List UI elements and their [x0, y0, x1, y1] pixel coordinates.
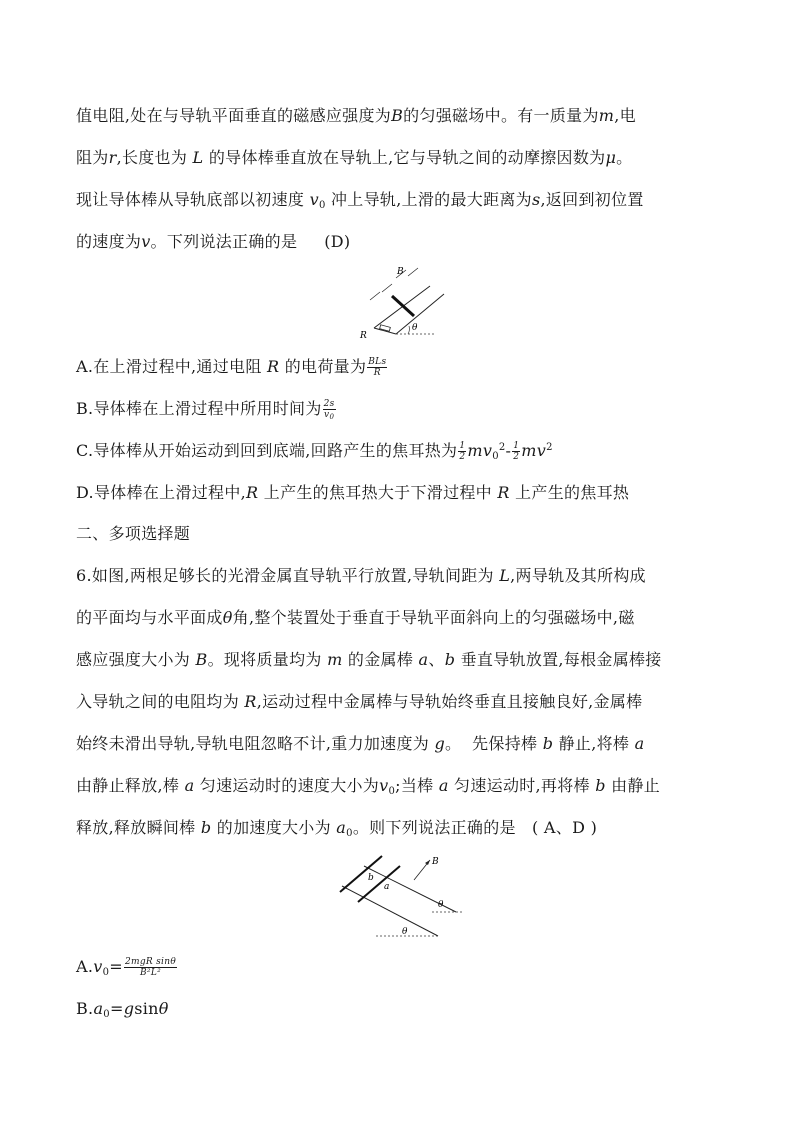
- q5-figure-label-theta: θ: [412, 323, 418, 333]
- q6-stem-line-7: 释放,释放瞬间棒 b 的加速度大小为 $a_0$。则下列说法正确的是 ( A、D ): [76, 818, 598, 839]
- q6-stem-line-5: 始终未滑出导轨,导轨电阻忽略不计,重力加速度为 g。 先保持棒 b 静止,将棒 a: [76, 734, 645, 753]
- q5-option-b-fraction: $\frac{2s}{v_0}$: [323, 399, 335, 421]
- q6-option-a-fraction: $\frac{\text{2mgR sinθ}}{\text{B²L²}}$: [124, 957, 177, 978]
- q6-answer: ( A、D ): [531, 818, 598, 837]
- q6-option-b: $B.a_0=gsin\theta$: [76, 999, 169, 1020]
- q5-option-b: B.导体棒在上滑过程中所用时间为 $\frac{2s}{v_0}$: [76, 399, 335, 421]
- q6-stem-line-1: 6.如图,两根足够长的光滑金属直导轨平行放置,导轨间距为 L,两导轨及其所构成: [76, 566, 646, 585]
- q5-option-a-fraction: $\frac{\text{BLs}}{R}$: [368, 357, 387, 378]
- q5-figure-label-B: B: [397, 267, 404, 277]
- q5-option-c: C.导体棒从开始运动到回到底端,回路产生的焦耳热为 $\frac{1}{2}$ $mv_0^2-$ $\frac{1}{2}$ $mv^2$: [76, 441, 553, 462]
- q5-option-a: A.在上滑过程中,通过电阻 R 的电荷量为 $\frac{\text{BLs}}{R}$: [76, 357, 387, 378]
- half-fraction: $\frac{1}{2}$: [513, 441, 520, 462]
- q5-stem-line-1: 值电阻,处在与导轨平面垂直的磁感应强度为B的匀强磁场中。有一质量为m,电: [76, 106, 636, 125]
- q6-stem-line-2: 的平面均与水平面成θ角,整个装置处于垂直于导轨平面斜向上的匀强磁场中,磁: [76, 608, 635, 627]
- q6-option-a: $A.v_0=$ $\frac{\text{2mgR sinθ}}{\text{B²L²}}$: [76, 957, 177, 978]
- q5-incline-figure: [352, 262, 452, 342]
- q5-stem-line-3: 现让导体棒从导轨底部以初速度 $v_0$ 冲上导轨,上滑的最大距离为s,返回到初位置: [76, 190, 644, 211]
- q6-stem-line-4: 入导轨之间的电阻均为 R,运动过程中金属棒与导轨始终垂直且接触良好,金属棒: [76, 692, 643, 711]
- q6-stem-line-3: 感应强度大小为 B。现将质量均为 m 的金属棒 a、b 垂直导轨放置,每根金属棒接: [76, 650, 662, 669]
- q6-stem-line-6: 由静止释放,棒 a 匀速运动时的速度大小为$v_0$;当棒 a 匀速运动时,再将棒 b 由静止: [76, 776, 661, 797]
- q5-answer: (D): [324, 232, 351, 251]
- q6-figure-label-b: b: [368, 873, 374, 883]
- q6-rails-figure: [336, 852, 466, 942]
- q5-figure-label-R: R: [360, 331, 367, 341]
- q6-figure-label-theta-bottom: θ: [402, 927, 408, 937]
- q6-figure-label-theta-top: θ: [438, 900, 444, 910]
- section-title: 二、多项选择题: [76, 524, 191, 543]
- q5-stem-line-4: 的速度为v。下列说法正确的是 (D): [76, 232, 351, 251]
- half-fraction: $\frac{1}{2}$: [459, 441, 466, 462]
- q5-option-d: D.导体棒在上滑过程中,R 上产生的焦耳热大于下滑过程中 R 上产生的焦耳热: [76, 483, 630, 502]
- q6-figure-label-a: a: [384, 882, 390, 892]
- q6-figure-label-B: B: [432, 857, 439, 867]
- q5-stem-line-2: 阻为r,长度也为 L 的导体棒垂直放在导轨上,它与导轨之间的动摩擦因数为μ。: [76, 148, 633, 167]
